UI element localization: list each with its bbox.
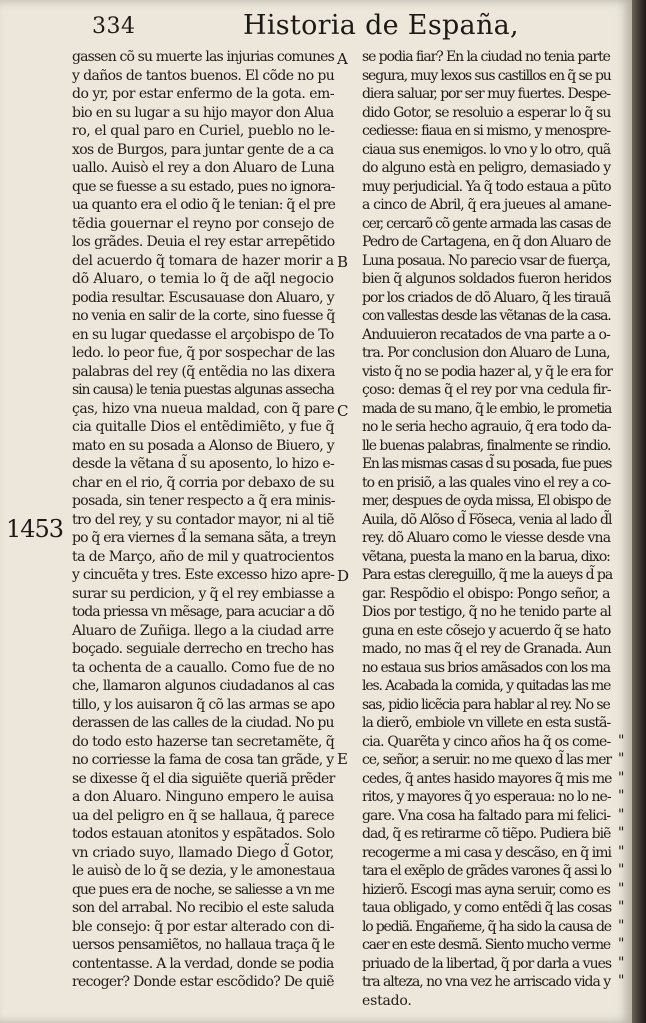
text-line: do alguno està en peligro, demasiado y: [362, 160, 611, 176]
text-line: dido Gotor, se resoluio a esperar lo q̃ su: [362, 104, 611, 121]
text-line: Aluaro de Zuñiga. llego a la ciudad arre: [72, 622, 334, 639]
text-line: la dierõ, embiole vn villete en esta sustã-: [362, 715, 611, 731]
text-line: tillo, y los auisaron q̃ cõ las armas se apo: [72, 696, 335, 713]
text-line: bien q̃ algunos soldados fueron heridos: [362, 271, 612, 287]
text-line: ritos, y mayores q̃ yo esperaua: no lo ne-: [362, 789, 611, 805]
section-marker-a: A: [337, 50, 348, 68]
quote-mark: ": [618, 862, 625, 878]
text-line: se dixesse q̃ el dia siguiẽte queriã prẽder: [72, 770, 335, 787]
text-line: a don Aluaro. Ninguno empero le auisa: [72, 789, 334, 805]
text-line: gassen cõ su muerte las injurias comunes: [72, 49, 334, 65]
text-line: del acuerdo q̃ tomara de hazer morir a: [72, 252, 334, 269]
text-line: no le seria hecho agrauio, q̃ era todo da-: [362, 419, 611, 435]
text-line: rey. dõ Aluaro como le viesse desde vna: [362, 530, 611, 546]
text-line: uersos pensamiẽtos, no hallaua traça q̃ le: [72, 937, 335, 953]
text-line: tara el exẽplo de grãdes varones q̃ assi lo: [362, 863, 611, 879]
text-line: ble consejo: q̃ por estar alterado con di-: [72, 918, 335, 935]
text-line: lo pediã. Engañeme, q̃ ha sido la causa de: [362, 918, 611, 935]
text-line: tẽdia gouernar el reyno por consejo de: [72, 215, 335, 232]
text-line: los grãdes. Deuia el rey estar arrepẽtido: [72, 234, 335, 250]
text-line: contentasse. A la verdad, donde se podia: [72, 955, 334, 972]
text-line: que pues era de noche, se saliesse a vn me: [72, 881, 334, 898]
text-line: derassen de las calles de la ciudad. No pu: [72, 715, 334, 731]
text-line: sas, pidio licẽcia para hablar al rey. No se: [362, 696, 610, 713]
text-line: ças, hizo vna nueua maldad, con q̃ pare: [72, 400, 335, 417]
text-line: mato en su posada a Alonso de Biuero, y: [72, 437, 335, 454]
text-line: gar. Respõdio el obispo: Pongo señor, a: [362, 585, 610, 602]
text-line: ua del peligro en q̃ se hallaua, q̃ parece: [72, 807, 335, 824]
text-line: con vallestas desde las vẽtanas de la casa.: [362, 308, 611, 324]
quote-mark: ": [618, 843, 625, 860]
text-line: Auila, dõ Alõso d̃ Fõseca, venia al lado d̃l: [362, 511, 612, 528]
text-line: ua quanto era el odio q̃ le tenian: q̃ el pre: [72, 197, 336, 213]
text-line: tra. Por conclusion don Aluaro de Luna,: [362, 345, 610, 361]
text-line: dõ Aluaro, o temia lo q̃ de aq̃l negocio: [72, 271, 334, 287]
text-line: ta ochenta de a cauallo. Como fue de no: [72, 659, 335, 676]
text-line: no venia en salir de la corte, sino fuesse q̃: [72, 308, 335, 324]
text-line: son del arrabal. No recibio el este saluda: [72, 900, 334, 916]
text-line: palabras del rey (q̃ entẽdia no las dixera: [72, 363, 335, 380]
text-line: visto q̃ no se podia hazer al, y q̃ le era for: [362, 363, 612, 380]
text-line: ce, señor, a seruir. no me quexo d̃ las mer: [362, 752, 611, 768]
text-line: desde la vẽtana d̃ su aposento, lo hizo e-: [72, 456, 335, 472]
text-line: estado.: [362, 992, 412, 1009]
text-line: taua obligado, y como entẽdi q̃ las cosas: [362, 900, 612, 916]
book-page-edge: [632, 0, 646, 1023]
quote-mark: ": [618, 880, 625, 897]
quote-mark: ": [618, 806, 625, 823]
text-line: cia quitalle Dios el entẽdimiẽto, y fue q̃: [72, 419, 335, 435]
text-line: muy perjudicial. Ya q̃ todo estaua a pũto: [362, 178, 611, 195]
text-line: ciaua sus enemigos. lo vno y lo otro, quã: [362, 141, 611, 158]
text-line: cediesse: fiaua en si mismo, y menospre-: [362, 123, 611, 139]
text-line: çoso: demas q̃ el rey por vna cedula fir-: [362, 382, 611, 398]
section-marker-b: B: [337, 253, 349, 271]
text-line: do yr, por estar enfermo de la gota. em-: [72, 86, 335, 102]
right-text-column: [362, 48, 613, 1010]
page-number: 334: [92, 14, 136, 39]
text-line: boçado. seguiale derrecho en trecho has: [72, 641, 334, 657]
quote-mark: ": [618, 973, 625, 989]
text-line: que se fuesse a su estado, pues no ignora-: [72, 178, 335, 195]
text-line: xos de Burgos, para juntar gente de a ca: [72, 141, 334, 158]
text-line: En las mismas casas d̃ su posada, fue pues: [362, 456, 612, 472]
text-line: segura, muy lexos sus castillos en q̃ se pu: [362, 67, 611, 84]
text-line: y daños de tantos buenos. El cõde no pu: [72, 67, 335, 84]
quote-mark: ": [618, 769, 625, 786]
text-line: ta de Março, año de mil y quatrocientos: [72, 548, 334, 565]
text-line: to en prisiõ, a las quales vino el rey a co-: [362, 474, 611, 491]
text-line: char en el rio, q̃ corria por debaxo de su: [72, 474, 335, 491]
text-line: mado, no mas q̃ el rey de Granada. Aun: [362, 641, 611, 657]
text-line: diera saluar, por ser muy fuertes. Despe-: [362, 86, 611, 102]
text-line: les. Acabada la comida, y quitadas las me: [362, 678, 611, 694]
text-line: toda priessa vn mẽsage, para acuciar a dõ: [72, 604, 334, 620]
quote-mark: ": [618, 899, 625, 915]
text-line: por los criados de dõ Aluaro, q̃ les tirauã: [362, 289, 611, 306]
text-line: guna en este cõsejo y acuerdo q̃ se hato: [362, 622, 611, 639]
text-line: Para estas clereguillo, q̃ me la aueys d̃ pa: [362, 567, 613, 583]
text-line: sin causa) le tenia puestas algunas assecha: [72, 382, 334, 398]
running-head: Historia de España,: [243, 10, 519, 41]
text-line: podia resultar. Escusauase don Aluaro, y: [72, 289, 334, 306]
text-line: vn criado suyo, llamado Diego d̃ Gotor,: [72, 844, 334, 861]
quote-mark: ": [618, 751, 625, 767]
quote-mark: ": [618, 936, 625, 952]
text-line: cia. Quarẽta y cinco años ha q̃ os come-: [362, 733, 611, 750]
text-line: ro, el qual paro en Curiel, pueblo no le-: [72, 123, 335, 139]
text-line: hizierõ. Escogi mas ayna seruir, como es: [362, 881, 610, 898]
section-marker-d: D: [337, 567, 350, 585]
quote-mark: ": [618, 732, 625, 749]
text-line: lle buenas palabras, finalmente se rindio.: [362, 437, 611, 454]
quote-mark: ": [618, 825, 625, 841]
text-line: bio en su lugar a su hijo mayor don Alua: [72, 104, 334, 121]
text-line: po q̃ era viernes d̃ la semana sãta, a treyn: [72, 530, 336, 546]
left-text-column: [72, 48, 334, 992]
text-line: y cincuẽta y tres. Este excesso hizo apre-: [72, 567, 335, 583]
text-line: no estaua sus brios amãsados con los ma: [362, 659, 610, 676]
text-line: mer, despues de oyda missa, El obispo de: [362, 493, 611, 509]
text-line: ledo. lo peor fue, q̃ por sospechar de las: [72, 345, 335, 361]
text-line: en su lugar quedasse el arçobispo de To: [72, 326, 334, 343]
text-line: recoger? Donde estar escõdido? De quiẽ: [72, 974, 334, 990]
text-line: mada de su mano, q̃ le embio, le prometia: [362, 400, 612, 417]
text-line: che, llamaron algunos ciudadanos al cas: [72, 678, 335, 694]
text-line: priuado de la libertad, q̃ por darla a vues: [362, 955, 612, 972]
text-line: tro del rey, y su contador mayor, ni al tiẽ: [72, 511, 334, 528]
text-line: gare. Vna cosa ha faltado para mi felici-: [362, 807, 611, 824]
text-line: todos estauan atonitos y espãtados. Solo: [72, 826, 335, 842]
text-line: uallo. Auisò el rey a don Aluaro de Luna: [72, 160, 335, 176]
text-line: surar su perdicion, y q̃ el rey embiasse a: [72, 585, 335, 602]
text-line: recogerme a mi casa y descãso, en q̃ imi: [362, 844, 612, 861]
section-marker-e: E: [337, 750, 348, 768]
text-line: dad, q̃ es retirarme cõ tiẽpo. Pudiera biẽ: [362, 826, 611, 842]
text-line: Anduuieron recatados de vna parte a o-: [362, 326, 610, 343]
text-line: se podia fiar? En la ciudad no tenia parte: [362, 49, 610, 65]
text-line: vẽtana, puesta la mano en la barua, dixo:: [362, 548, 610, 565]
text-line: Pedro de Cartagena, en q̃ don Aluaro de: [362, 234, 611, 250]
text-line: do todo esto hazerse tan secretamẽte, q̃: [72, 733, 335, 750]
text-line: posada, sin tener respecto a q̃ era minis-: [72, 493, 335, 509]
section-marker-c: C: [337, 402, 349, 420]
quote-mark: ": [618, 917, 625, 934]
text-line: tra alteza, no vna vez he arriscado vida y: [362, 974, 611, 990]
text-line: cedes, q̃ antes hasido mayores q̃ mis me: [362, 770, 612, 787]
text-line: Dios por testigo, q̃ no he tenido parte al: [362, 604, 611, 620]
text-line: no corriesse la fama de cosa tan grãde, y: [72, 752, 334, 768]
text-line: Luna posaua. No parecio vsar de fuerça,: [362, 252, 611, 269]
margin-year-note: 1453: [6, 515, 64, 543]
quote-mark: ": [618, 788, 625, 804]
text-line: cer, cercarõ cõ gente armada las casas de: [362, 215, 611, 232]
text-line: a cinco de Abril, q̃ era jueues al amane-: [362, 197, 611, 213]
text-line: le auisò de lo q̃ se dezia, y le amonestaua: [72, 863, 335, 879]
text-line: caer en este desmã. Siento mucho verme: [362, 937, 611, 953]
quote-mark: ": [618, 954, 625, 971]
